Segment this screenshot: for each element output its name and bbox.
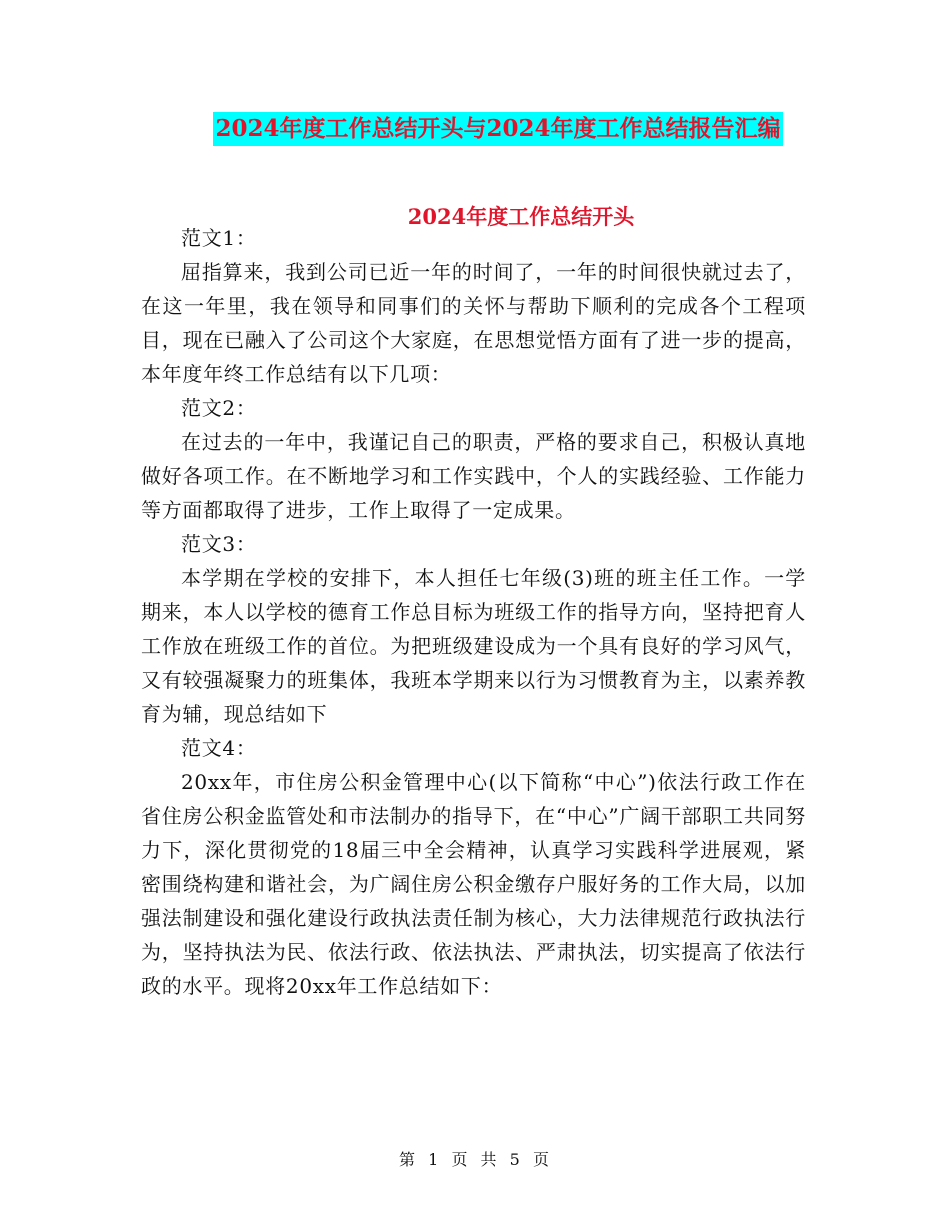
footer-total-prefix: 共 bbox=[480, 1150, 499, 1169]
page-footer bbox=[0, 1147, 950, 1170]
sample-paragraph-1: 屈指算来，我到公司已近一年的时间了，一年的时间很快就过去了，在这一年里，我在领导和同事们的关怀与帮助下顺利的完成各个工程项目，现在已融入了公司这个大家庭，在思想觉悟方面有了进一步的提高，本年度年终工作总结有以下几项： bbox=[141, 260, 806, 386]
sample-heading-2: 范文2： bbox=[181, 396, 257, 420]
sample-heading-3: 范文3： bbox=[181, 532, 257, 556]
sample-paragraph-2: 在过去的一年中，我谨记自己的职责，严格的要求自己，积极认真地做好各项工作。在不断地学习和工作实践中，个人的实践经验、工作能力等方面都取得了进步，工作上取得了一定成果。 bbox=[141, 430, 806, 522]
sample-paragraph-4: 20xx年，市住房公积金管理中心(以下简称“中心”)依法行政工作在省住房公积金监管处和市法制办的指导下，在“中心”广阔干部职工共同努力下，深化贯彻党的18届三中全会精神，认真学习实践科学进展观，紧密围绕构建和谐社会，为广阔住房公积金缴存户服好务的工作大局，以加强法制建设和强化建设行政执法责任制为核心，大力法律规范行政执法行为，坚持执法为民、依法行政、依法执法、严肃执法，切实提高了依法行政的水平。现将20xx年工作总结如下： bbox=[141, 770, 806, 998]
footer-prefix: 第 bbox=[399, 1150, 418, 1169]
sample-paragraph-3: 本学期在学校的安排下，本人担任七年级(3)班的班主任工作。一学期来，本人以学校的德育工作总目标为班级工作的指导方向，坚持把育人工作放在班级工作的首位。为把班级建设成为一个具有良好的学习风气，又有较强凝聚力的班集体，我班本学期来以行为习惯教育为主，以素养教育为辅，现总结如下 bbox=[141, 566, 806, 726]
section-title: 2024年度工作总结开头 bbox=[407, 204, 635, 229]
footer-total-pages: 5 bbox=[509, 1150, 522, 1169]
footer-current-page: 1 bbox=[428, 1150, 441, 1169]
main-title: 2024年度工作总结开头与2024年度工作总结报告汇编 bbox=[213, 112, 782, 146]
document-body bbox=[141, 221, 806, 1003]
sample-heading-4: 范文4： bbox=[181, 736, 257, 760]
footer-total-suffix: 页 bbox=[532, 1150, 551, 1169]
sample-heading-1: 范文1： bbox=[181, 226, 257, 250]
main-title-container bbox=[0, 112, 950, 146]
footer-page-word: 页 bbox=[451, 1150, 470, 1169]
